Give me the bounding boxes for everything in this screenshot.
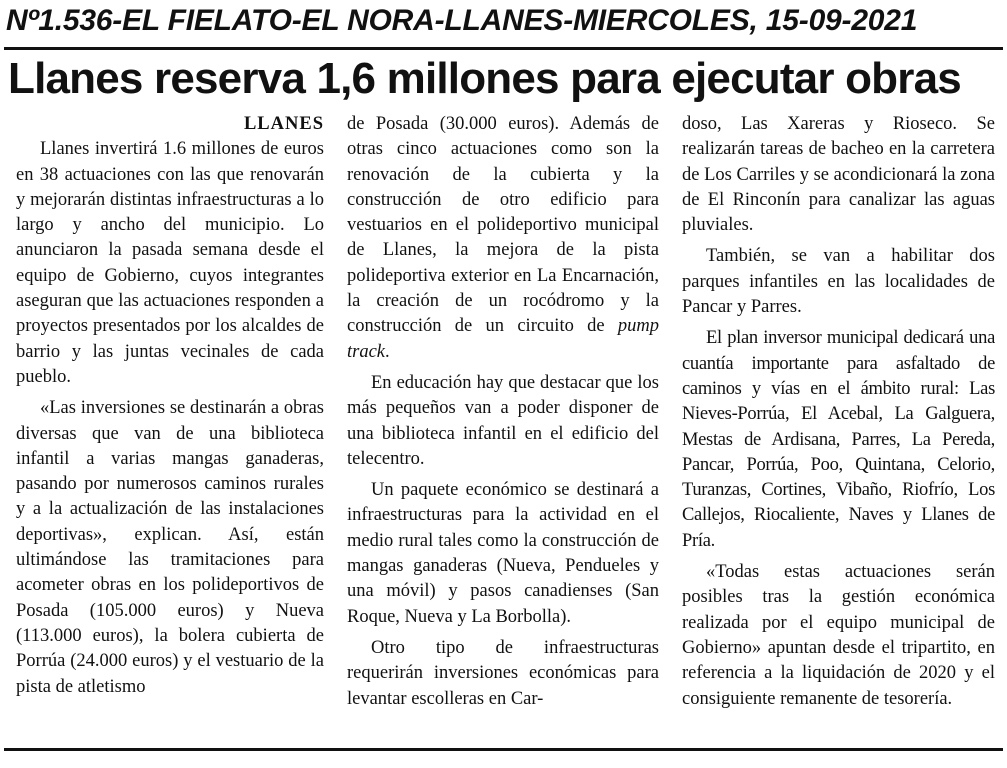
masthead: Nº1.536-EL FIELATO-EL NORA-LLANES-MIERCOLES, 15-09-2021 <box>6 4 918 37</box>
paragraph-5-cont: doso, Las Xareras y Rioseco. Se realizarán tareas de bacheo en la carretera de Los Carriles y se acondicionará la zona de El Rinconín para canalizar las aguas pluviales. <box>682 114 995 236</box>
paragraph-1: Llanes invertirá 1.6 millones de euros en 38 actuaciones con las que renovarán y mejorarán distintas infraestructuras a lo largo y ancho del municipio. Lo anunciaron la pasada semana desde el equipo de Gobierno, cuyos integrantes aseguran que las actuaciones responden a proyectos presentados por los alcaldes de barrio y las juntas vecinales de cada pueblo. <box>16 139 324 387</box>
paragraph-2-start: «Las inversiones se destinarán a obras diversas que van de una biblioteca infantil a varias mangas ganaderas, pasando por numerosos caminos rurales y a la actualización de las instalaciones deportivas», explican. Así, están ultimándose las tramitaciones para acometer obras en los polideportivos de Posada (105.000 euros) y Nueva (113.000 euros), la bolera cubierta de Porrúa (24.000 euros) y el vestuario de la pista de atletismo <box>16 398 324 697</box>
paragraph-2-cont: de Posada (30.000 euros). Además de otras cinco actuaciones como son la renovación de la cubierta y la construcción de otro edificio para vestuarios en el polideportivo municipal de Llanes, la mejora de la pista polideportiva exterior en La Encarnación, la creación de un rocódromo y la construcción de un circuito de pump track. <box>347 114 659 362</box>
headline: Llanes reserva 1,6 millones para ejecutar obras <box>8 54 961 103</box>
pump-track-term: pump track <box>347 316 659 362</box>
byline: LLANES <box>243 114 324 134</box>
article-column-3 <box>682 112 995 744</box>
paragraph-4: Un paquete económico se destinará a infraestructuras para la actividad en el medio rural tales como la construcción de mangas ganaderas (Nueva, Pendueles y una móvil) y pasos canadienses (San Roque, Nueva y La Borbolla). <box>347 480 659 627</box>
paragraph-3: En educación hay que destacar que los más pequeños van a poder disponer de una biblioteca infantil en el edificio del telecentro. <box>347 372 659 469</box>
article-column-2 <box>347 112 659 744</box>
paragraph-5-start: Otro tipo de infraestructuras requerirán inversiones económicas para levantar escolleras en Car- <box>347 637 659 709</box>
paragraph-7: El plan inversor municipal dedicará una cuantía importante para asfaltado de caminos y vías en el ámbito rural: Las Nieves-Porrúa, El Acebal, La Galguera, Mestas de Ardisana, Parres, La Pereda, Pancar, Porrúa, Poo, Quintana, Celorio, Turanzas, Cortines, Vibaño, Riofrío, Los Callejos, Riocaliente, Naves y Llanes de Pría. <box>682 328 995 551</box>
paragraph-2-text: de Posada (30.000 euros). Además de otras cinco actuaciones como son la renovación de la cubierta y la construcción de otro edificio para vestuarios en el polideportivo municipal de Llanes, la mejora de la pista polideportiva exterior en La Encarnación, la creación de un rocódromo y la construcción de un circuito de <box>347 114 659 337</box>
paragraph-8: «Todas estas actuaciones serán posibles tras la gestión económica realizada por el equipo municipal de Gobierno» apuntan desde el tripartito, en referencia a la liquidación de 2020 y el consiguiente remanente de tesorería. <box>682 562 995 709</box>
bottom-rule <box>4 748 1003 751</box>
article-column-1 <box>16 112 324 744</box>
paragraph-6: También, se van a habilitar dos parques infantiles en las localidades de Pancar y Parres. <box>682 246 995 318</box>
